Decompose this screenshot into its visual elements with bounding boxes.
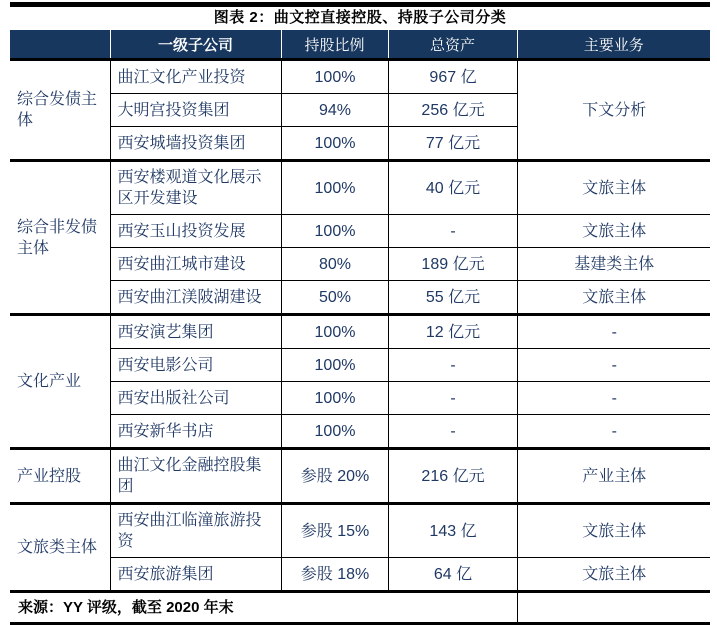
holding-ratio-cell: 100% [281, 215, 388, 248]
category-cell: 文旅类主体 [10, 504, 110, 592]
company-cell: 西安电影公司 [110, 349, 281, 382]
category-cell: 文化产业 [10, 315, 110, 449]
holding-ratio-cell: 100% [281, 60, 388, 94]
business-cell: 基建类主体 [517, 248, 710, 281]
table-body [10, 60, 710, 624]
table-row [10, 161, 710, 215]
company-cell: 曲江文化金融控股集团 [110, 449, 281, 504]
holding-ratio-cell: 参股 18% [281, 558, 388, 592]
business-cell: - [517, 382, 710, 415]
total-assets-cell: 967 亿 [388, 60, 517, 94]
business-cell: - [517, 315, 710, 349]
company-cell: 西安曲江临潼旅游投资 [110, 504, 281, 558]
holding-ratio-cell: 参股 15% [281, 504, 388, 558]
figure-title: 图表 2：曲文控直接控股、持股子公司分类 [213, 9, 507, 26]
total-assets-cell: 189 亿元 [388, 248, 517, 281]
business-cell: 文旅主体 [517, 281, 710, 315]
table-row [10, 215, 710, 248]
table-row [10, 382, 710, 415]
business-cell: 文旅主体 [517, 215, 710, 248]
holding-ratio-cell: 100% [281, 161, 388, 215]
company-cell: 曲江文化产业投资 [110, 60, 281, 94]
total-assets-cell: 40 亿元 [388, 161, 517, 215]
business-cell: 文旅主体 [517, 161, 710, 215]
column-header: 主要业务 [517, 30, 710, 60]
total-assets-cell: 12 亿元 [388, 315, 517, 349]
total-assets-cell: 55 亿元 [388, 281, 517, 315]
table-header [10, 30, 710, 60]
total-assets-cell: 143 亿 [388, 504, 517, 558]
table-row [10, 558, 710, 592]
holding-ratio-cell: 参股 20% [281, 449, 388, 504]
company-cell: 西安旅游集团 [110, 558, 281, 592]
holding-ratio-cell: 100% [281, 349, 388, 382]
table-row [10, 415, 710, 449]
category-cell: 综合发债主体 [10, 60, 110, 161]
header-row [10, 30, 710, 60]
total-assets-cell: - [388, 215, 517, 248]
company-cell: 西安演艺集团 [110, 315, 281, 349]
business-cell: - [517, 415, 710, 449]
holding-ratio-cell: 100% [281, 382, 388, 415]
company-cell: 西安曲江城市建设 [110, 248, 281, 281]
category-cell: 产业控股 [10, 449, 110, 504]
holding-ratio-cell: 94% [281, 94, 388, 127]
business-cell: 文旅主体 [517, 558, 710, 592]
source-note: 来源：YY 评级，截至 2020 年末 [10, 592, 517, 624]
top-rule [10, 2, 710, 7]
total-assets-cell: 64 亿 [388, 558, 517, 592]
company-cell: 西安曲江渼陂湖建设 [110, 281, 281, 315]
total-assets-cell: - [388, 415, 517, 449]
company-cell: 西安新华书店 [110, 415, 281, 449]
table-row [10, 504, 710, 558]
business-cell: 文旅主体 [517, 504, 710, 558]
table-row [10, 449, 710, 504]
column-header: 一级子公司 [110, 30, 281, 60]
company-cell: 大明宫投资集团 [110, 94, 281, 127]
holding-ratio-cell: 100% [281, 127, 388, 161]
total-assets-cell: - [388, 349, 517, 382]
table-row [10, 315, 710, 349]
column-header: 总资产 [388, 30, 517, 60]
source-row-empty-cell [517, 592, 710, 624]
company-cell: 西安楼观道文化展示区开发建设 [110, 161, 281, 215]
holding-ratio-cell: 50% [281, 281, 388, 315]
business-cell: 下文分析 [517, 60, 710, 161]
total-assets-cell: - [388, 382, 517, 415]
total-assets-cell: 256 亿元 [388, 94, 517, 127]
holding-ratio-cell: 100% [281, 415, 388, 449]
total-assets-cell: 77 亿元 [388, 127, 517, 161]
column-header [10, 30, 110, 60]
subsidiary-table [10, 30, 710, 625]
company-cell: 西安玉山投资发展 [110, 215, 281, 248]
holding-ratio-cell: 80% [281, 248, 388, 281]
table-row [10, 281, 710, 315]
table-row [10, 60, 710, 94]
total-assets-cell: 216 亿元 [388, 449, 517, 504]
holding-ratio-cell: 100% [281, 315, 388, 349]
business-cell: 产业主体 [517, 449, 710, 504]
business-cell: - [517, 349, 710, 382]
column-header: 持股比例 [281, 30, 388, 60]
company-cell: 西安城墙投资集团 [110, 127, 281, 161]
figure [10, 2, 710, 625]
category-cell: 综合非发债主体 [10, 161, 110, 315]
table-row [10, 248, 710, 281]
company-cell: 西安出版社公司 [110, 382, 281, 415]
table-row [10, 349, 710, 382]
source-row [10, 592, 710, 624]
